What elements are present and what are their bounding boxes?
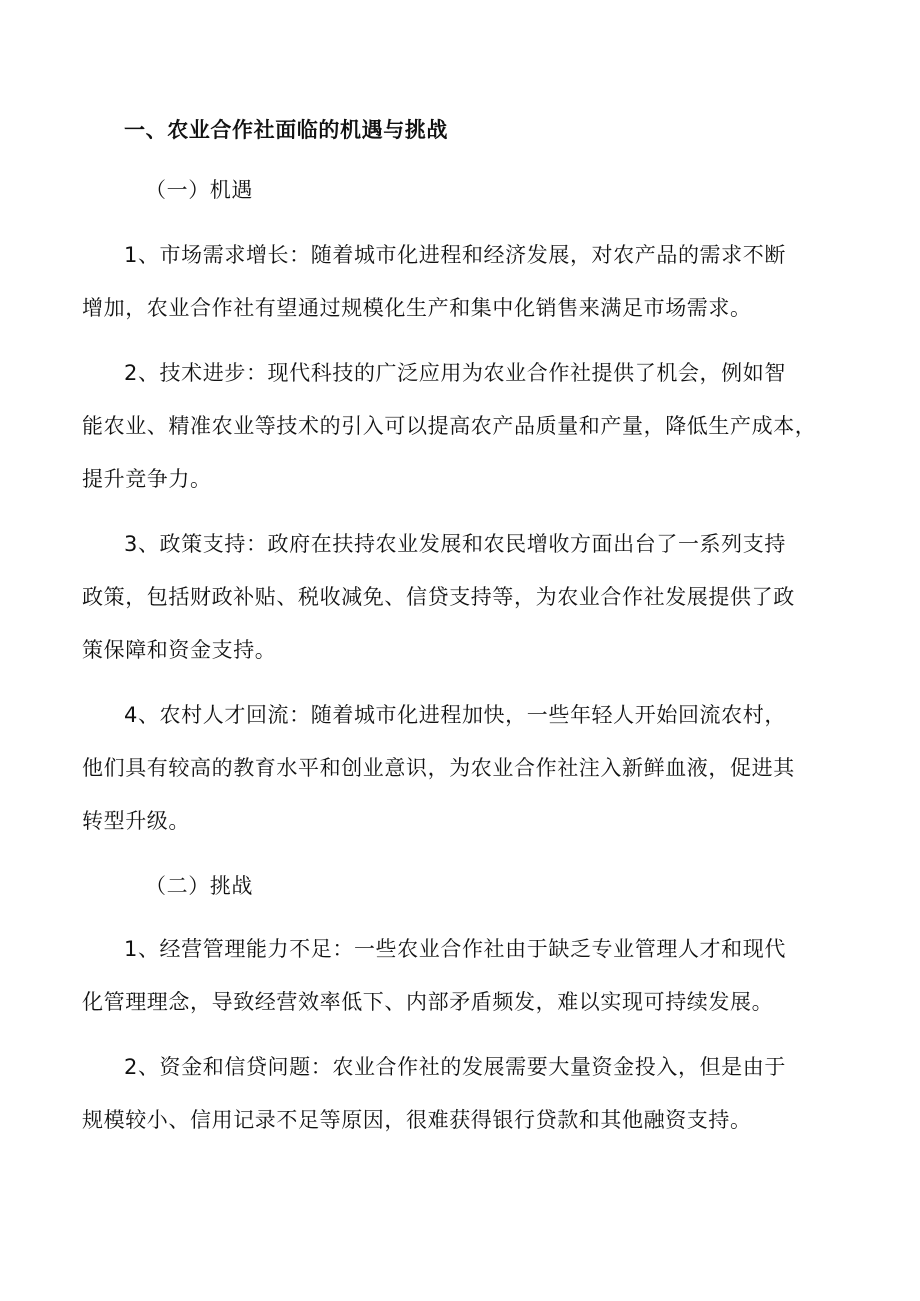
paragraph-line: 4、农村人才回流：随着城市化进程加快，一些年轻人开始回流农村， — [124, 703, 786, 727]
section-title-opportunities: （一）机遇 — [145, 178, 253, 202]
paragraph-line: 2、技术进步：现代科技的广泛应用为农业合作社提供了机会，例如智 — [124, 361, 786, 385]
paragraph-line: 转型升级。 — [82, 809, 190, 833]
paragraph-line: 他们具有较高的教育水平和创业意识，为农业合作社注入新鲜血液，促进其 — [82, 756, 795, 780]
paragraph-line: 增加，农业合作社有望通过规模化生产和集中化销售来满足市场需求。 — [82, 296, 752, 320]
paragraph-line: 1、市场需求增长：随着城市化进程和经济发展，对农产品的需求不断 — [124, 243, 786, 267]
page-title: 一、农业合作社面临的机遇与挑战 — [124, 118, 448, 142]
paragraph-line: 策保障和资金支持。 — [82, 638, 277, 662]
paragraph-line: 能农业、精准农业等技术的引入可以提高农产品质量和产量，降低生产成本， — [82, 414, 817, 438]
paragraph-line: 规模较小、信用记录不足等原因，很难获得银行贷款和其他融资支持。 — [82, 1108, 752, 1132]
paragraph-line: 3、政策支持：政府在扶持农业发展和农民增收方面出台了一系列支持 — [124, 532, 786, 556]
paragraph-line: 1、经营管理能力不足：一些农业合作社由于缺乏专业管理人才和现代 — [124, 937, 786, 961]
section-title-challenges: （二）挑战 — [145, 874, 253, 898]
paragraph-line: 化管理理念，导致经营效率低下、内部矛盾频发，难以实现可持续发展。 — [82, 990, 774, 1014]
paragraph-line: 2、资金和信贷问题：农业合作社的发展需要大量资金投入，但是由于 — [124, 1055, 786, 1079]
paragraph-line: 提升竞争力。 — [82, 467, 212, 491]
paragraph-line: 政策，包括财政补贴、税收减免、信贷支持等，为农业合作社发展提供了政 — [82, 585, 795, 609]
